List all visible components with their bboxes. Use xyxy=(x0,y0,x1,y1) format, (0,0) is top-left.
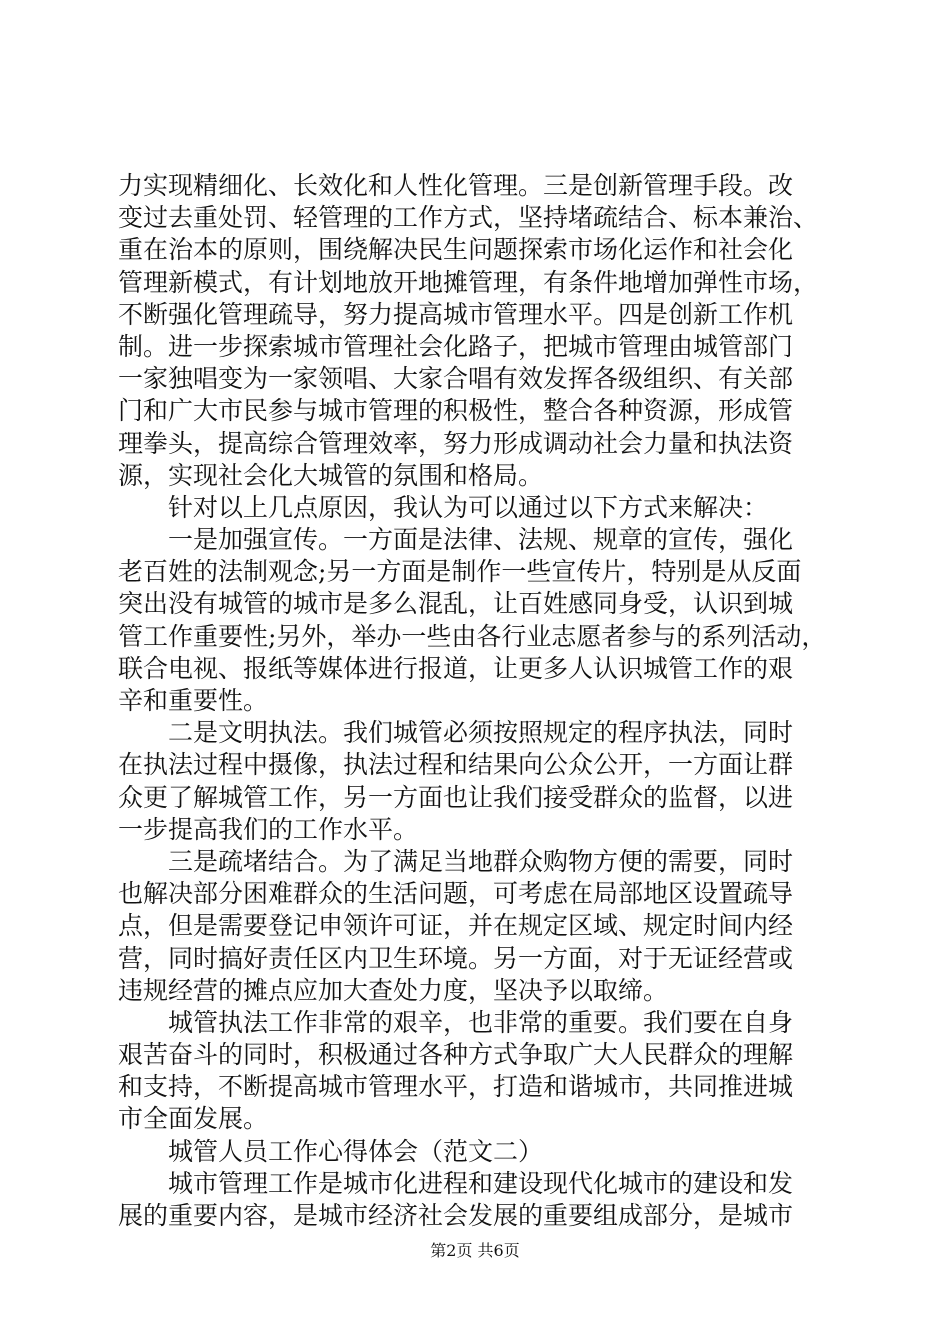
text-line: 二是文明执法。我们城管必须按照规定的程序执法，同时 xyxy=(168,718,794,748)
text-line: 辛和重要性。 xyxy=(118,686,269,715)
text-line: 营，同时搞好责任区内卫生环境。另一方面，对于无证经营或 xyxy=(118,943,794,973)
text-line: 突出没有城管的城市是多么混乱，让百姓感同身受，认识到城 xyxy=(118,589,794,619)
text-line: 门和广大市民参与城市管理的积极性，整合各种资源，形成管 xyxy=(118,396,794,426)
document-body xyxy=(118,170,834,1232)
text-line: 一步提高我们的工作水平。 xyxy=(118,814,419,844)
text-line: 在执法过程中摄像，执法过程和结果向公众公开，一方面让群 xyxy=(118,750,794,780)
text-line: 重在治本的原则，围绕解决民生问题探索市场化运作和社会化 xyxy=(118,235,794,265)
text-line: 城管执法工作非常的艰辛，也非常的重要。我们要在自身 xyxy=(168,1007,794,1037)
page-footer: 第2页 共6页 xyxy=(430,1241,520,1260)
text-line: 点，但是需要登记申领许可证，并在规定区域、规定时间内经 xyxy=(118,911,794,941)
text-line: 老百姓的法制观念;另一方面是制作一些宣传片，特别是从反面 xyxy=(118,557,802,587)
text-line: 城管人员工作心得体会（范文二） xyxy=(168,1136,544,1166)
text-line: 城市管理工作是城市化进程和建设现代化城市的建设和发 xyxy=(168,1168,794,1198)
text-line: 不断强化管理疏导，努力提高城市管理水平。四是创新工作机 xyxy=(118,299,794,329)
text-line: 一是加强宣传。一方面是法律、法规、规章的宣传，强化 xyxy=(168,525,794,555)
text-line: 管理新模式，有计划地放开地摊管理，有条件地增加弹性市场， xyxy=(118,267,819,297)
text-line: 针对以上几点原因，我认为可以通过以下方式来解决： xyxy=(168,492,769,522)
text-line: 力实现精细化、长效化和人性化管理。三是创新管理手段。改 xyxy=(118,171,794,200)
text-line: 也解决部分困难群众的生活问题，可考虑在局部地区设置疏导 xyxy=(118,879,794,909)
text-line: 三是疏堵结合。为了满足当地群众购物方便的需要，同时 xyxy=(168,846,794,876)
text-line: 众更了解城管工作，另一方面也让我们接受群众的监督，以进 xyxy=(118,782,794,812)
text-line: 变过去重处罚、轻管理的工作方式，坚持堵疏结合、标本兼治、 xyxy=(118,203,819,233)
text-line: 联合电视、报纸等媒体进行报道，让更多人认识城管工作的艰 xyxy=(118,653,794,683)
text-line: 制。进一步探索城市管理社会化路子，把城市管理由城管部门 xyxy=(118,331,794,361)
text-line: 一家独唱变为一家领唱、大家合唱有效发挥各级组织、有关部 xyxy=(118,364,794,394)
text-line: 展的重要内容，是城市经济社会发展的重要组成部分，是城市 xyxy=(118,1201,794,1230)
text-line: 管工作重要性;另外，举办一些由各行业志愿者参与的系列活动， xyxy=(118,621,827,651)
text-line: 艰苦奋斗的同时，积极通过各种方式争取广大人民群众的理解 xyxy=(118,1040,794,1070)
text-line: 市全面发展。 xyxy=(118,1104,269,1134)
text-line: 和支持，不断提高城市管理水平，打造和谐城市，共同推进城 xyxy=(118,1072,794,1102)
text-line: 源，实现社会化大城管的氛围和格局。 xyxy=(118,460,544,490)
text-line: 理拳头，提高综合管理效率，努力形成调动社会力量和执法资 xyxy=(118,428,794,458)
text-line: 违规经营的摊点应加大查处力度，坚决予以取缔。 xyxy=(118,975,669,1005)
